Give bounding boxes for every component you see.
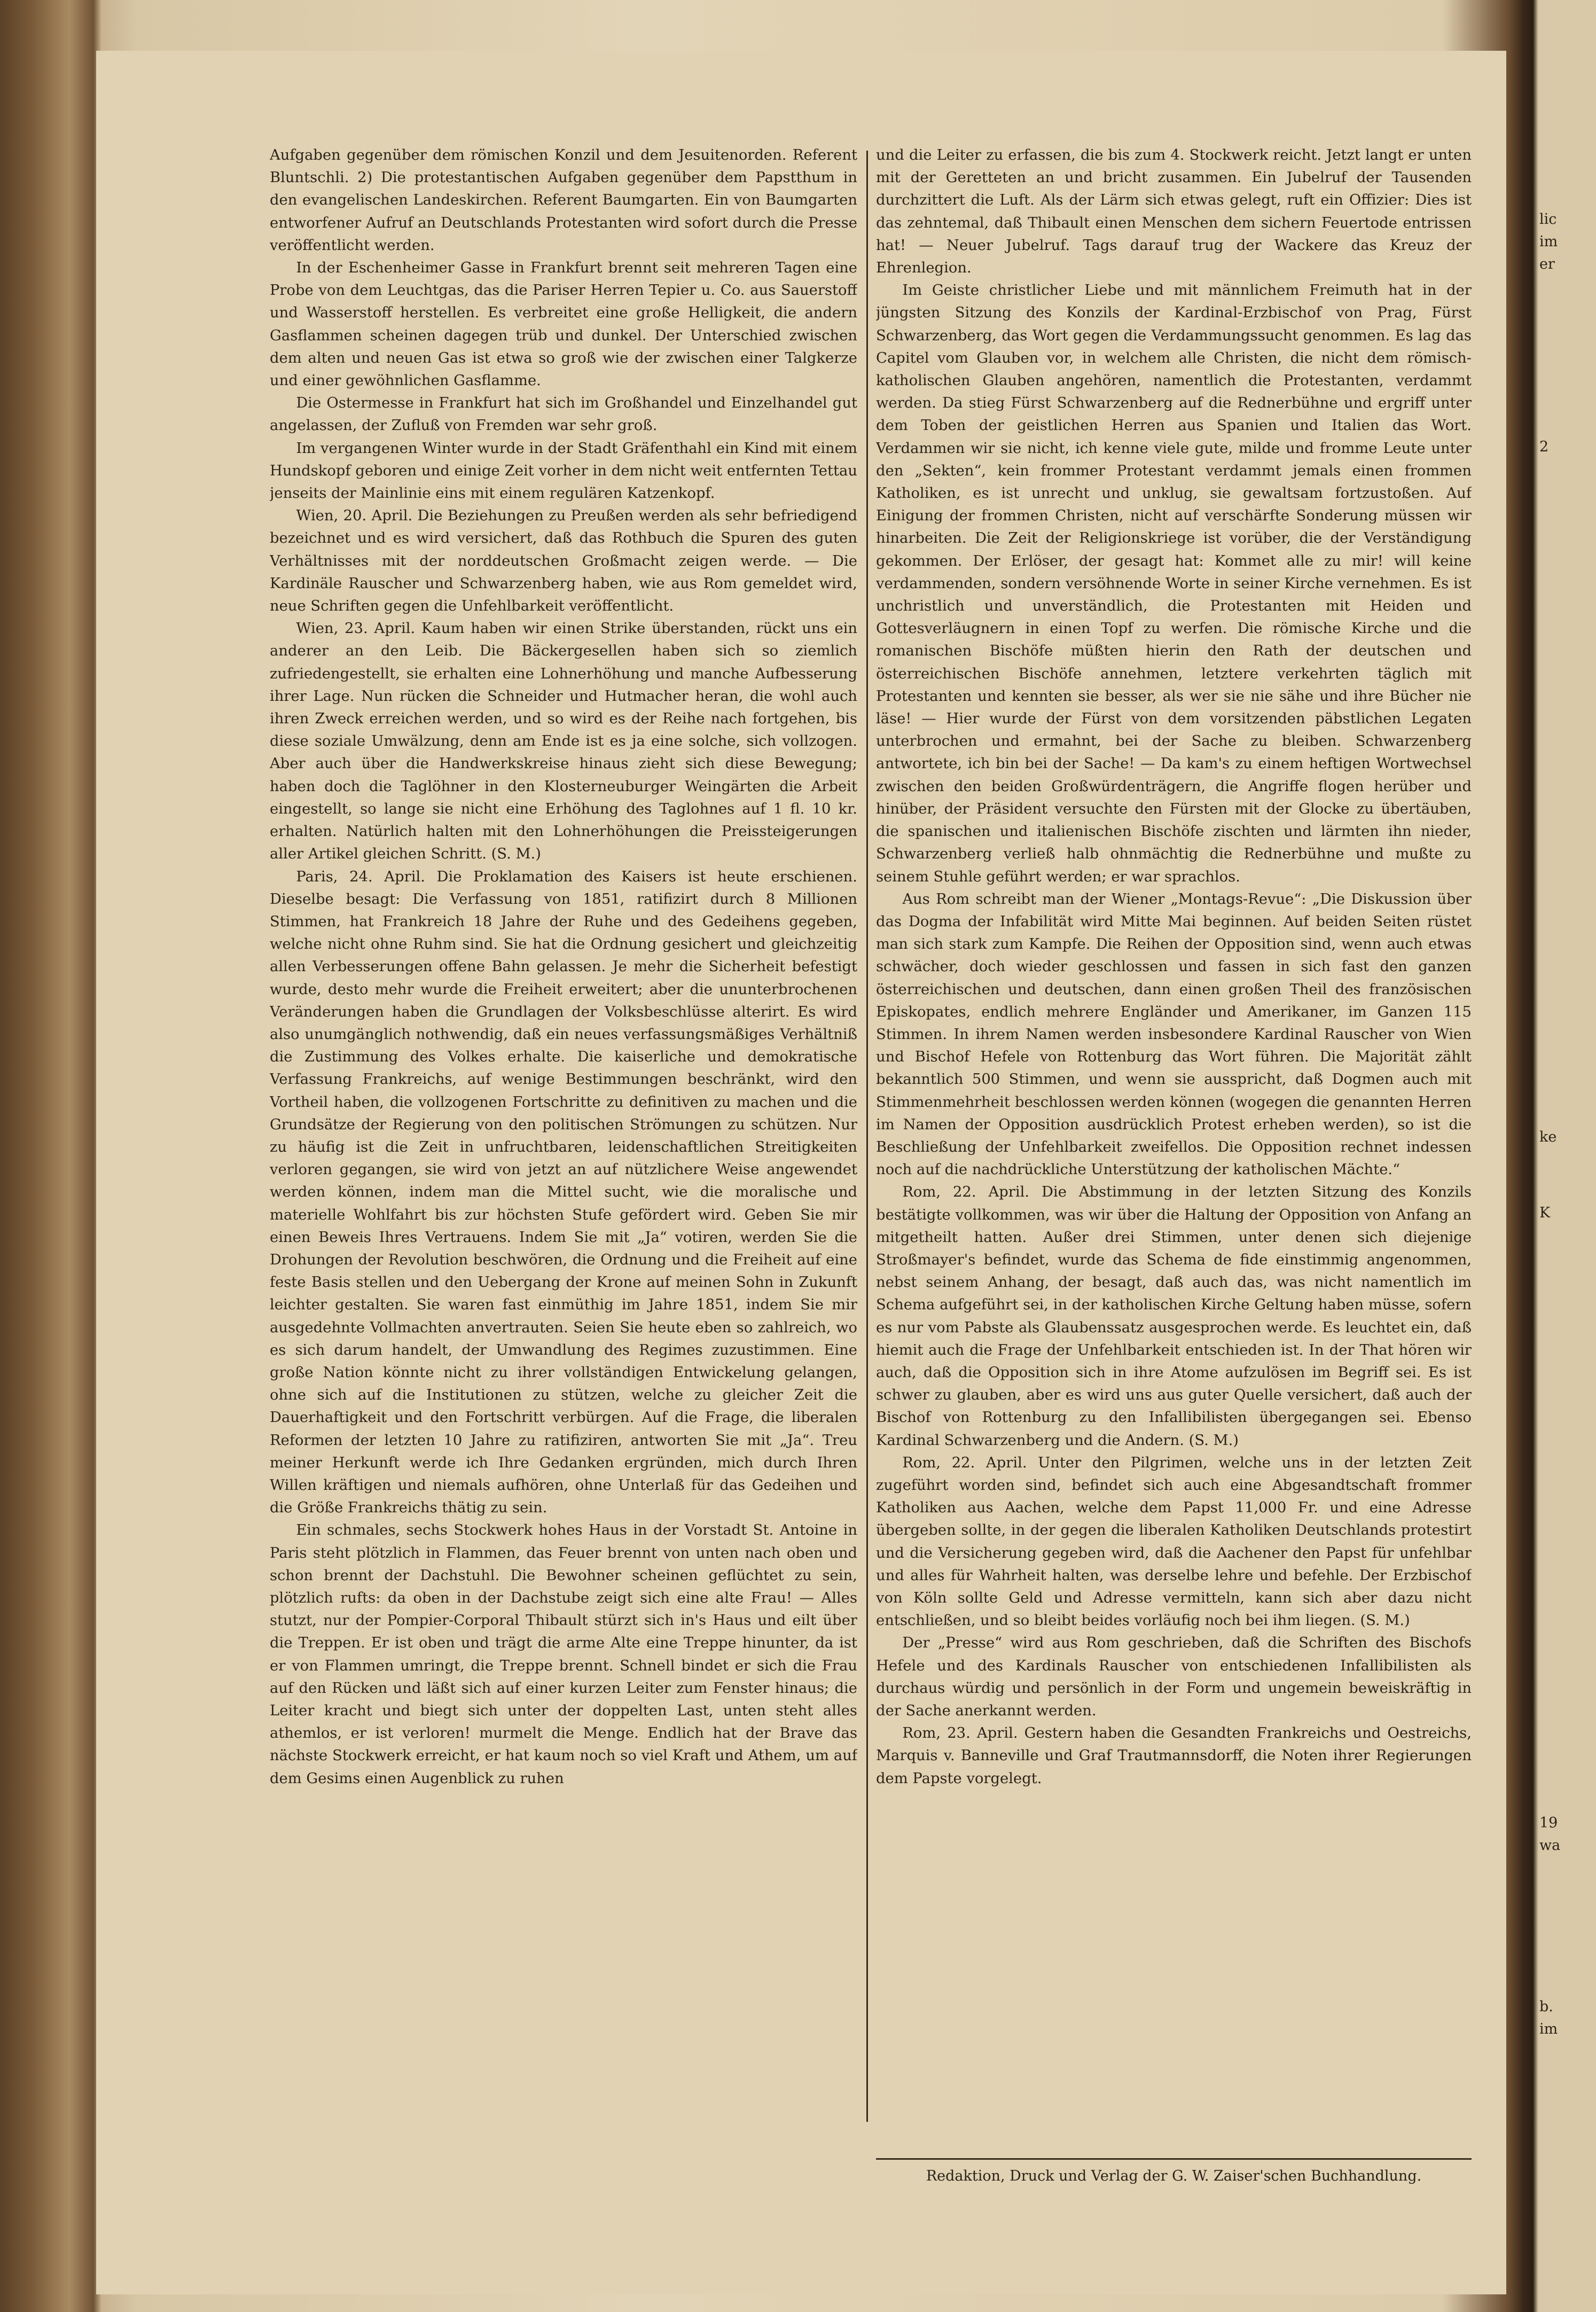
article-paragraph: Die Ostermesse in Frankfurt hat sich im Großhandel und Einzelhandel gut angelassen, der Zufluß von Fremden war sehr groß.	[270, 395, 857, 434]
article-paragraph: und die Leiter zu erfassen, die bis zum 4. Stockwerk reicht. Jetzt langt er unten mit der Geretteten an und bricht zusammen. Ein Jubelruf der Tausenden durchzittert die Luft. Als der Lärm sich etwas gelegt, ruft ein Offizier: Dies ist das zehntemal, daß Thibault einen Menschen dem sichern Feuertode entrissen hat! — Neuer Jubelruf. Tags darauf trug der Wackere das Kreuz der Ehrenlegion.	[876, 147, 1472, 277]
article-paragraph: Aus Rom schreibt man der Wiener „Montags-Revue“: „Die Diskussion über das Dogma der Infabilität wird Mitte Mai beginnen. Auf beiden Seiten rüstet man sich stark zum Kampfe. Die Reihen der Opposition sind, wenn auch etwas schwächer, doch wieder geschlossen und fassen in sich fast den ganzen österreichischen und deutschen, dann einen großen Theil des französischen Episkopates, endlich mehrere Engländer und Amerikaner, im Ganzen 115 Stimmen. In ihrem Namen werden insbesondere Kardinal Rauscher von Wien und Bischof Hefele von Rottenburg das Wort führen. Die Majorität zählt bekanntlich 500 Stimmen, und wenn sie ausspricht, daß Dogmen auch mit Stimmenmehrheit beschlossen werden können (wogegen die genannten Herren im Namen der Opposition ausdrücklich Protest erheben werden), so ist die Beschließung der Unfehlbarkeit zweifellos. Die Opposition rechnet indessen noch auf die nachdrückliche Unterstützung der katholischen Mächte.“	[876, 891, 1472, 1178]
edge-fragment: b.	[1539, 1998, 1553, 2015]
article-paragraph: Rom, 22. April. Die Abstimmung in der letzten Sitzung des Konzils bestätigte vollkommen, was wir über die Haltung der Opposition von Anfang an mitgetheilt hatten. Außer drei Stimmen, unter denen sich diejenige Stroßmayer's befindet, wurde das Schema de fide einstimmig angenommen, nebst seinem Anhang, der besagt, daß auch das, was nicht namentlich im Schema aufgeführt sei, in der katholischen Kirche Geltung haben müsse, sofern es nur vom Pabste als Glaubenssatz ausgesprochen werde. Es leuchtet ein, daß hiemit auch die Frage der Unfehlbarkeit entschieden ist. In der That hören wir auch, daß die Opposition sich in ihre Atome aufzulösen im Begriff sei. Es ist schwer zu glauben, aber es wird uns aus guter Quelle versichert, daß auch der Bischof von Rottenburg zu den Infallibilisten übergegangen sei. Ebenso Kardinal Schwarzenberg und die Andern. (S. M.)	[876, 1184, 1472, 1449]
article-paragraph: Paris, 24. April. Die Proklamation des Kaisers ist heute erschienen. Dieselbe besagt: Die Verfassung von 1851, ratifizirt durch 8 Millionen Stimmen, hat Frankreich 18 Jahre der Ruhe und des Gedeihens gegeben, welche nicht ohne Ruhm sind. Sie hat die Ordnung gesichert und gleichzeitig allen Verbesserungen offene Bahn gelassen. Je mehr die Sicherheit befestigt wurde, desto mehr wurde die Freiheit erweitert; aber die ununterbrochenen Veränderungen haben die Grundlagen der Volksbeschlüsse alterirt. Es wird also unumgänglich nothwendig, daß ein neues verfassungsmäßiges Verhältniß die Zustimmung des Volkes erhalte. Die kaiserliche und demokratische Verfassung Frankreichs, auf wenige Bestimmungen beschränkt, wird den Vortheil haben, die vollzogenen Fortschritte zu definitiven zu machen und die Grundsätze der Regierung von den politischen Strömungen zu schützen. Nur zu häufig ist die Zeit in unfruchtbaren, leidenschaftlichen Streitigkeiten verloren gegangen, sie wird von jetzt an auf nützlichere Weise angewendet werden können, indem man die Mittel sucht, wie die moralische und materielle Wohlfahrt bis zur höchsten Stufe gefördert wird. Geben Sie mir einen Beweis Ihres Vertrauens. Indem Sie mit „Ja“ votiren, werden Sie die Drohungen der Revolution beschwören, die Ordnung und die Freiheit auf eine feste Basis stellen und den Uebergang der Krone auf meinen Sohn in Zukunft leichter gestalten. Sie waren fast einmüthig im Jahre 1851, indem Sie mir ausgedehnte Vollmachten anvertrauten. Seien Sie heute eben so zahlreich, wo es sich darum handelt, der Umwandlung des Regimes zuzustimmen. Eine große Nation könnte nicht zu ihrer vollständigen Entwickelung gelangen, ohne sich auf die Institutionen zu stützen, welche zu gleicher Zeit die Dauerhaftigkeit und den Fortschritt verbürgen. Auf die Frage, die liberalen Reformen der letzten 10 Jahre zu ratifiziren, antworten Sie mit „Ja“. Treu meiner Herkunft werde ich Ihre Gedanken ergründen, mich durch Ihren Willen kräftigen und niemals aufhören, ohne Unterlaß für das Gedeihen und die Größe Frankreichs thätig zu sein.	[270, 868, 857, 1517]
edge-fragment: 19	[1539, 1815, 1558, 1831]
article-paragraph: Rom, 22. April. Unter den Pilgrimen, welche uns in der letzten Zeit zugeführt worden sind, befindet sich auch eine Abgesandtschaft frommer Katholiken aus Aachen, welche dem Papst 11,000 Fr. und eine Adresse übergeben sollte, in der gegen die liberalen Katholiken Deutschlands protestirt und die Versicherung gegeben wird, daß die Aachener den Papst für unfehlbar und alles für Wahrheit halten, was derselbe lehre und befehle. Der Erzbischof von Köln sollte Geld und Adresse vermitteln, kann sich aber dazu nicht entschließen, und so bleibt beides vorläufig noch bei ihm liegen. (S. M.)	[876, 1454, 1472, 1629]
article-paragraph: Im Geiste christlicher Liebe und mit männlichem Freimuth hat in der jüngsten Sitzung des Konzils der Kardinal-Erzbischof von Prag, Fürst Schwarzenberg, das Wort gegen die Verdammungssucht genommen. Es lag das Capitel vom Glauben vor, in welchem alle Christen, die nicht dem römisch-katholischen Glauben angehören, namentlich die Protestanten, verdammt werden. Da stieg Fürst Schwarzenberg auf die Rednerbühne und ergriff unter dem Toben der geistlichen Herren aus Spanien und Italien das Wort. Verdammen wir sie nicht, ich kenne viele gute, milde und fromme Leute unter den „Sekten“, kein frommer Protestant verdammt jemals einen frommen Katholiken, es ist unrecht und unklug, sie gewaltsam fortzustoßen. Auf Einigung der frommen Christen, nicht auf verschärfte Sonderung müssen wir hinarbeiten. Die Zeit der Religionskriege ist vorüber, die der Verständigung gekommen. Der Erlöser, der gesagt hat: Kommet alle zu mir! will keine verdammenden, sondern versöhnende Worte in seiner Kirche vernehmen. Es ist unchristlich und unverständlich, die Protestanten mit Heiden und Gottesverläugnern in einen Topf zu werfen. Die römische Kirche und die romanischen Bischöfe müßten hierin den Rath der deutschen und österreichischen Bischöfe annehmen, letztere verkehrten täglich mit Protestanten und kennten sie besser, als wer sie nie sähe und ihre Bücher nie läse! — Hier wurde der Fürst von dem vorsitzenden päbstlichen Legaten unterbrochen und ermahnt, bei der Sache zu bleiben. Schwarzenberg antwortete, ich bin bei der Sache! — Da kam's zu einem heftigen Wortwechsel zwischen den beiden Großwürdenträgern, die Angriffe flogen herüber und hinüber, der Präsident versuchte den Fürsten mit der Glocke zu übertäuben, die spanischen und italienischen Bischöfe zischten und lärmten ihn nieder, Schwarzenberg verließ halb ohnmächtig die Rednerbühne und mußte zu seinem Stuhle geführt werden; er war sprachlos.	[876, 282, 1472, 885]
next-page-edge	[1539, 176, 1596, 2260]
article-paragraph: Wien, 20. April. Die Beziehungen zu Preußen werden als sehr befriedigend bezeichnet und es wird versichert, daß das Rothbuch die Spuren des guten Verhältnisses mit der norddeutschen Großmacht zeigen werde. — Die Kardinäle Rauscher und Schwarzenberg haben, wie aus Rom gemeldet wird, neue Schriften gegen die Unfehlbarkeit veröffentlicht.	[270, 507, 857, 615]
edge-fragment: er	[1539, 256, 1555, 272]
column-divider	[866, 151, 868, 2122]
edge-fragment: im	[1539, 233, 1558, 250]
article-paragraph: Rom, 23. April. Gestern haben die Gesandten Frankreichs und Oestreichs, Marquis v. Banneville und Graf Trautmannsdorff, die Noten ihrer Regierungen dem Papste vorgelegt.	[876, 1725, 1472, 1787]
right-column	[876, 144, 1472, 2153]
article-paragraph: Der „Presse“ wird aus Rom geschrieben, daß die Schriften des Bischofs Hefele und des Kardinals Rauscher von entschiedenen Infallibilisten als durchaus würdig und persönlich in der Form und ungemein beweiskräftig in der Sache anerkannt werden.	[876, 1635, 1472, 1720]
article-paragraph: Wien, 23. April. Kaum haben wir einen Strike überstanden, rückt uns ein anderer an den Leib. Die Bäckergesellen haben sich so ziemlich zufriedengestellt, sie erhalten eine Lohnerhöhung und manche Aufbesserung ihrer Lage. Nun rücken die Schneider und Hutmacher heran, die wohl auch ihren Zweck erreichen werden, und so wird es der Reihe nach fortgehen, bis diese soziale Umwälzung, denn am Ende ist es ja eine solche, sich vollzogen. Aber auch über die Handwerkskreise hinaus zieht sich diese Bewegung; haben doch die Taglöhner in den Klosterneuburger Weingärten die Arbeit eingestellt, so lange sie nicht eine Erhöhung des Taglohnes auf 1 fl. 10 kr. erhalten. Natürlich halten mit den Lohnerhöhungen die Preissteigerungen aller Artikel gleichen Schritt. (S. M.)	[270, 620, 857, 863]
article-paragraph: Ein schmales, sechs Stockwerk hohes Haus in der Vorstadt St. Antoine in Paris steht plötzlich in Flammen, das Feuer brennt von unten nach oben und schon brennt der Dachstuhl. Die Bewohner scheinen geflüchtet zu sein, plötzlich rufts: da oben in der Dachstube zeigt sich eine alte Frau! — Alles stutzt, nur der Pompier-Corporal Thibault stürzt sich in's Haus und eilt über die Treppen. Er ist oben und trägt die arme Alte eine Treppe hinunter, da ist er von Flammen umringt, die Treppe brennt. Schnell bindet er sich die Frau auf den Rücken und läßt sich auf einer kurzen Leiter zum Fenster hinaus; die Leiter kracht und biegt sich unter der doppelten Last, unten steht alles athemlos, er ist verloren! murmelt die Menge. Endlich hat der Brave das nächste Stockwerk erreicht, er hat kaum noch so viel Kraft und Athem, um auf dem Gesims einen Augenblick zu ruhen	[270, 1522, 857, 1787]
article-paragraph: Im vergangenen Winter wurde in der Stadt Gräfenthahl ein Kind mit einem Hundskopf geboren und einige Zeit vorher in dem nicht weit entfernten Tettau jenseits der Mainlinie eins mit einem regulären Katzenkopf.	[270, 440, 857, 502]
edge-fragment: im	[1539, 2021, 1558, 2037]
left-column	[270, 144, 857, 2110]
edge-fragment: wa	[1539, 1837, 1561, 1854]
article-paragraph: Aufgaben gegenüber dem römischen Konzil und dem Jesuitenorden. Referent Bluntschli. 2) Die protestantischen Aufgaben gegenüber dem Papstthum in den evangelischen Landeskirchen. Referent Baumgarten. Ein von Baumgarten entworfener Aufruf an Deutschlands Protestanten wird sofort durch die Presse veröffentlicht werden.	[270, 147, 857, 254]
edge-fragment: K	[1539, 1205, 1551, 1221]
edge-fragment: ke	[1539, 1129, 1557, 1145]
edge-fragment: lic	[1539, 211, 1557, 228]
imprint-rule	[876, 2158, 1472, 2160]
imprint-line: Redaktion, Druck und Verlag der G. W. Zaiser'schen Buchhandlung.	[926, 2168, 1422, 2184]
article-paragraph: In der Eschenheimer Gasse in Frankfurt brennt seit mehreren Tagen eine Probe von dem Leuchtgas, das die Pariser Herren Tepier u. Co. aus Sauerstoff und Wasserstoff herstellen. Es verbreitet eine große Helligkeit, die andern Gasflammen scheinen dagegen trüb und dunkel. Der Unterschied zwischen dem alten und neuen Gas ist etwa so groß wie der zwischen einer Talgkerze und einer gewöhnlichen Gasflamme.	[270, 260, 857, 389]
edge-fragment: 2	[1539, 439, 1549, 455]
